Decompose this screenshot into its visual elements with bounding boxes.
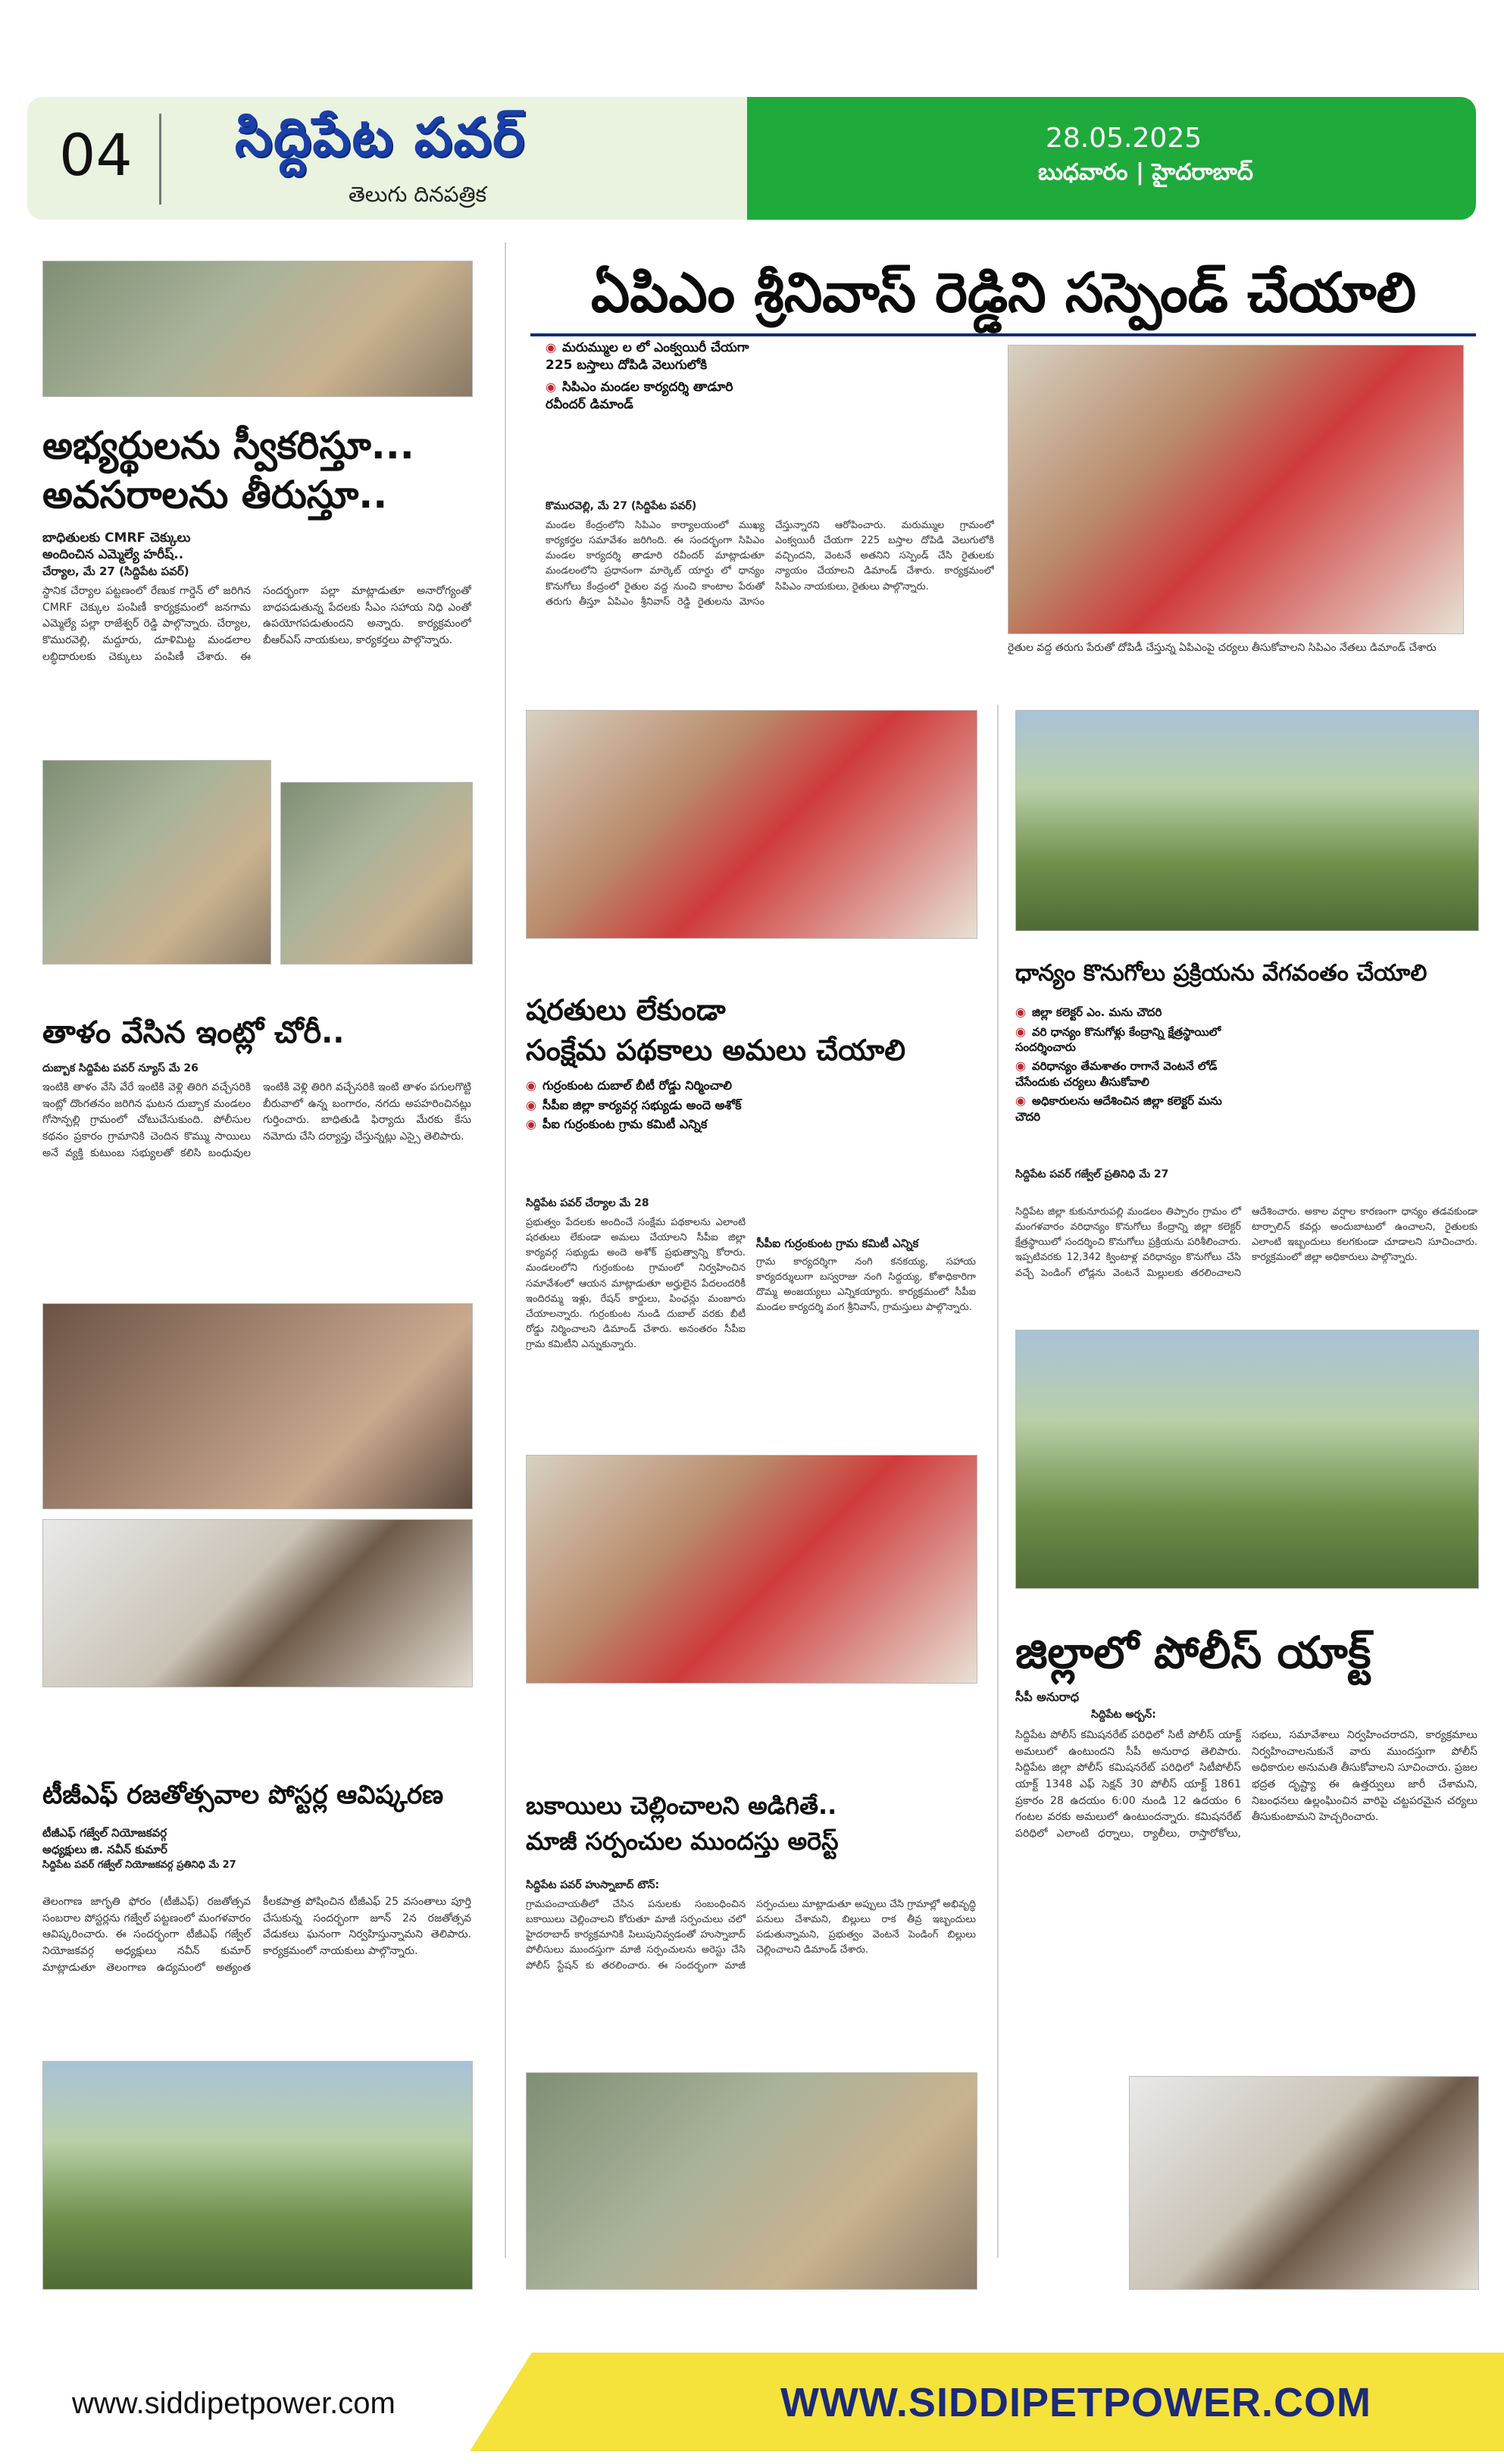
apm-bullet: ◉ సిపిఎం మండల కార్యదర్శి తాడూరి రవీందర్ డిమాండ్ [546,379,765,414]
collector-field-visit-photo [1015,710,1479,931]
theft-police-photo [42,1519,473,1687]
grain-bullets [1015,1004,1235,1124]
tgf-poster-launch-photo [42,2061,473,2290]
column-divider [997,705,999,2258]
footer-website-left[interactable]: www.siddipetpower.com [72,2387,396,2420]
masthead-right-band [747,97,1476,220]
apm-dateline: కొమురవెల్లి, మే 27 (సిద్దిపేట పవర్) [546,500,697,512]
apm-bullets [546,339,765,414]
police-act-dateline: సిద్దిపేట అర్బన్: [1091,1709,1156,1721]
grain-bullet: ◉ అధికారులను ఆదేశించిన జిల్లా కలెక్టర్ మను చౌదరి [1015,1093,1235,1124]
apm-body: మండల కేంద్రంలోని సిపిఎం కార్యాలయంలో ముఖ్య కార్యకర్తల సమావేశం జరిగింది. ఈ సందర్భంగా సిపిఎం మండల కార్యదర్శి తాడూరి రవీందర్ మాట్లాడుతూ మండలంలోని ప్రధానంగా మార్కెట్ యార్డు లో ధాన్యం కొనుగోలు కేంద్రంలో రైతుల వద్ద నుంచి కాంటాల పేరుతో తరుగు తీస్తూ ఏపిఎం శ్రీనివాస్ రెడ్డి రైతులను మోసం చేస్తున్నారని ఆరోపించారు. మరుమ్ముల గ్రామంలో ఎంక్వయిరీ చేయగా 225 బస్తాల దోపిడి వెలుగులోకి వచ్చిందని, వెంటనే అతనిని సస్పెండ్ చేసి రైతులకు న్యాయం చేయాలని డిమాండ్ చేశారు. కార్యక్రమంలో సిపిఎం నాయకులు, రైతులు పాల్గొన్నారు. [546,520,994,608]
cmrf-subhead-2: అందించిన ఎమ్మెల్యే హరీష్.. [42,547,184,562]
welfare-bullet: ◉ గుర్రంకుంట దుబాల్ బీటీ రోడ్డు నిర్మించాలి [526,1077,746,1094]
grain-bullet: ◉ వరి ధాన్యం కొనుగోళ్లు కేంద్రాన్ని క్షేత్రస్థాయిలో సందర్శించారు [1015,1024,1235,1055]
tgf-body: తెలంగాణ జాగృతి ఫోరం (టీజీఎఫ్) రజతోత్సవ సంబరాల పోస్టర్లను గజ్వేల్ పట్టణంలో మంగళవారం ఆవిష్కరించారు. ఈ సందర్భంగా టీజీఎఫ్ గజ్వేల్ నియోజకవర్గ అధ్యక్షులు నవీన్ కుమార్ మాట్లాడుతూ తెలంగాణ ఉద్యమంలో అత్యంత కీలకపాత్ర పోషించిన టీజీఎఫ్ 25 వసంతాలు పూర్తి చేసుకున్న సందర్భంగా జూన్ 2న రజతోత్సవ వేడుకలు ఘనంగా నిర్వహిస్తున్నామని తెలిపారు. కార్యక్రమంలో నాయకులు పాల్గొన్నారు. [42,1896,471,1974]
apm-headline-rule [530,333,1476,336]
apm-photo-caption: రైతుల వద్ద తరుగు పేరుతో దోపిడీ చేస్తున్న ఏపిఎంపై చర్యలు తీసుకోవాలని సిపిఎం నేతలు డిమాండ్ చేశారు [1008,642,1437,654]
welfare-inline-subhead: సీపీఐ గుర్రంకుంట గ్రామ కమిటీ ఎన్నిక [756,1237,919,1250]
cpi-leaders-photo [526,710,977,939]
welfare-bullet: ◉ పీఐ గుర్రంకుంట గ్రామ కమిటీ ఎన్నిక [526,1116,746,1133]
welfare-body: ప్రభుత్వం పేదలకు అందించే సంక్షేమ పథకాలను ఎలాంటి షరతులు లేకుండా అమలు చేయాలని సీపీఐ జిల్లా కార్యవర్గ సభ్యుడు అందె అశోక్ ప్రభుత్వాన్ని కోరారు. మండలంలోని గుర్రంకుంట గ్రామంలో నిర్వహించిన సమావేశంలో ఆయన మాట్లాడుతూ అర్హులైన పేదలందరికీ ఇందిరమ్మ ఇళ్లు, రేషన్ కార్డులు, పింఛన్లు మంజూరు చేయాలన్నారు. గుర్రంకుంట నుండి దుబాల్ వరకు బీటీ రోడ్డు నిర్మించాలని డిమాండ్ చేశారు. అనంతరం సీపీఐ గ్రామ కమిటీని ఎన్నుకున్నారు. [526,1217,746,1351]
cmrf-event-photo [42,261,473,397]
cmrf-cheque-photo-1 [42,760,271,965]
cmrf-headline-2: అవసరాలను తీరుస్తూ.. [42,473,388,517]
newspaper-title: సిద్దిపేట పవర్ [235,106,526,168]
cp-anuradha-photo [1129,2076,1479,2290]
apm-headline: ఏపిఎం శ్రీనివాస్ రెడ్డిని సస్పెండ్ చేయాలి [591,261,1417,324]
cmrf-subhead-1: బాధితులకు CMRF చెక్కులు [42,530,191,546]
welfare-body-top-right [756,1076,976,1227]
grain-bullet: ◉ వరిధాన్యం తేమశాతం రాగానే వెంటనే లోడ్ చేసేందుకు చర్యలు తీసుకోవాలి [1015,1058,1235,1090]
issue-date: 28.05.2025 [1046,123,1202,154]
welfare-dateline: సిద్దిపేట పవర్ చేర్యాల మే 28 [526,1197,649,1209]
arrest-dateline: సిద్దిపేట పవర్ హుస్నాబాద్ టౌన్: [526,1879,660,1891]
tgf-headline: టీజీఎఫ్ రజతోత్సవాల పోస్టర్ల ఆవిష్కరణ [42,1780,444,1810]
grain-body: సిద్దిపేట జిల్లా కుకునూరుపల్లి మండలం తిప్పారం గ్రామం లో మంగళవారం వరిధాన్యం కొనుగోలు కేంద్రాన్ని జిల్లా కలెక్టర్ క్షేత్రస్థాయిలో సందర్శించి కొనుగోలు ప్రక్రియను పరిశీలించారు. ఇప్పటివరకు 12,342 క్వింటాళ్ల వరిధాన్యం కొనుగోలు చేసి వచ్చే పెండింగ్ లోడ్లను వెంటనే మిల్లులకు తరలించాలని ఆదేశించారు. అకాల వర్షాల కారణంగా ధాన్యం తడవకుండా టార్పాలిన్ కవర్లు అందుబాటులో ఉంచాలని, రైతులకు ఎలాంటి ఇబ్బందులు కలగకుండా చూడాలని సూచించారు. కార్యక్రమంలో జిల్లా అధికారులు పాల్గొన్నారు. [1015,1206,1477,1279]
arrest-police-station-photo [526,2072,977,2290]
tgf-dateline: సిద్దిపేట పవర్ గజ్వేల్ నియోజకవర్గ ప్రతినిధి మే 27 [42,1859,236,1871]
newspaper-subtitle: తెలుగు దినపత్రిక [349,182,487,207]
tgf-subhead-1: టీజీఎఫ్ గజ్వేల్ నియోజకవర్గ [42,1826,167,1840]
cmrf-headline-1: అభ్యర్థులను స్వీకరిస్తూ... [42,424,414,467]
theft-body: ఇంటికి తాళం వేసి వేరే ఇంటికి వెళ్లి తిరిగి వచ్చేసరికి ఇంట్లో దొంగతనం జరిగిన ఘటన దుబ్బాక మండలం గోసాన్పల్లి గ్రామంలో చోటుచేసుకుంది. పోలీసుల కథనం ప్రకారం గ్రామానికి చెందిన కొమ్ము సాయిలు అనే వ్యక్తి కుటుంబ సభ్యులతో కలిసి బంధువుల ఇంటికి వెళ్లి తిరిగి వచ్చేసరికి ఇంటి తాళం పగులగొట్టి బీరువాలో ఉన్న బంగారం, నగదు అపహరించినట్లు గుర్తించారు. బాధితుడి ఫిర్యాదు మేరకు కేసు నమోదు చేసి దర్యాప్తు చేస్తున్నట్లు ఎస్సై తెలిపారు. [42,1081,471,1159]
welfare-bullet: ◉ సీపీఐ జిల్లా కార్యవర్గ సభ్యుడు అందె అశోక్ [526,1097,746,1114]
welfare-headline-1: షరతులు లేకుండా [526,993,726,1027]
column-divider [505,242,506,2258]
apm-cpim-meeting-photo [1008,345,1464,634]
grain-headline: ధాన్యం కొనుగోలు ప్రక్రియను వేగవంతం చేయాలి [1015,960,1427,987]
cmrf-cheque-photo-2 [280,782,473,965]
police-act-byline: సీపీ అనురాధ [1015,1690,1080,1704]
welfare-body-2: గ్రామ కార్యదర్శిగా నంగి కనకయ్య, సహాయ కార్యదర్శులుగా బస్వరాజు నంగి సిద్దయ్య, కోశాధికారిగా దొమ్మ అంజయ్యలు ఎన్నికయ్యారు. కార్యక్రమంలో సీపీఐ మండల కార్యదర్శి వంగ శ్రీనివాస్, గ్రామస్తులు పాల్గొన్నారు. [756,1256,976,1314]
welfare-headline-2: సంక్షేమ పథకాలు అమలు చేయాలి [526,1033,906,1067]
cpi-meeting-photo [526,1455,977,1684]
tgf-subhead-2: అధ్యక్షులు జి. నవీన్ కుమార్ [42,1843,167,1856]
cmrf-body: స్థానిక చేర్యాల పట్టణంలో రేణుక గార్డెన్ లో జరిగిన CMRF చెక్కుల పంపిణీ కార్యక్రమంలో జనగామ ఎమ్మెల్యే పల్లా రాజేశ్వర్ రెడ్డి పాల్గొన్నారు. చేర్యాల, కొమురవెల్లి, మద్దూరు, దూళిమిట్ట మండలాల లబ్ధిదారులకు చెక్కులు పంపిణీ చేశారు. ఈ సందర్భంగా పల్లా మాట్లాడుతూ అనారోగ్యంతో బాధపడుతున్న పేదలకు సీఎం సహాయ నిధి ఎంతో ఉపయోగపడుతుందని అన్నారు. కార్యక్రమంలో బీఆర్ఎస్ నాయకులు, కార్యకర్తలు పాల్గొన్నారు. [42,585,471,663]
arrest-headline-1: బకాయిలు చెల్లించాలని అడిగితే.. [526,1791,837,1820]
masthead-divider [159,114,161,205]
theft-headline: తాళం వేసిన ఇంట్లో చోరీ.. [42,1015,345,1050]
issue-day-city: బుధవారం | హైదరాబాద్ [1038,159,1253,186]
police-act-body: సిద్దిపేట పోలీస్ కమిషనరేట్ పరిధిలో సిటీ పోలీస్ యాక్ట్ అమలులో ఉంటుందని సీపీ అనురాధ తెలిపారు. సిద్దిపేట జిల్లా పోలీస్ కమిషనరేట్ పరిధిలో సిటీపోలీస్ యాక్ట్ 1348 ఎఫ్ సెక్షన్ 30 పోలీస్ యాక్ట్ 1861 ప్రకారం 28 ఉదయం 6:00 నుండి 12 ఉదయం 6 గంటల వరకు అమలులో ఉంటుందన్నారు. కమిషనరేట్ పరిధిలో ఎలాంటి ధర్నాలు, ర్యాలీలు, రాస్తారోకోలు, సభలు, సమావేశాలు నిర్వహించరాదని, కార్యక్రమాలు నిర్వహించాలనుకునే వారు ముందస్తుగా పోలీస్ అధికారుల అనుమతి తీసుకోవాలని సూచించారు. ప్రజల భద్రత దృష్ట్యా ఈ ఉత్తర్వులు జారీ చేశామని, నిబంధనలు ఉల్లంఘించిన వారిపై చట్టపరమైన చర్యలు తీసుకుంటామని హెచ్చరించారు. [1015,1729,1477,1840]
welfare-bullets [526,1077,746,1133]
grain-truck-photo [1015,1330,1479,1589]
arrest-headline-2: మాజీ సర్పంచుల ముందస్తు అరెస్ట్ [526,1827,839,1856]
arrest-body: గ్రామపంచాయతీలో చేసిన పనులకు సంబంధించిన బకాయిలు చెల్లించాలని కోరుతూ మాజీ సర్పంచులు చలో హైదరాబాద్ కార్యక్రమానికి పిలుపునివ్వడంతో హుస్నాబాద్ పోలీసులు ముందస్తుగా మాజీ సర్పంచులను అరెస్టు చేసి పోలీస్ స్టేషన్ కు తరలించారు. ఈ సందర్భంగా మాజీ సర్పంచులు మాట్లాడుతూ అప్పులు చేసి గ్రామాల్లో అభివృద్ధి పనులు చేశామని, బిల్లులు రాక తీవ్ర ఇబ్బందులు పడుతున్నామని, ప్రభుత్వం వెంటనే పెండింగ్ బిల్లులు చెల్లించాలని డిమాండ్ చేశారు. [526,1899,976,1972]
theft-investigation-photo [42,1303,473,1509]
apm-body-continued [773,339,994,518]
grain-dateline: సిద్దిపేట పవర్ గజ్వేల్ ప్రతినిధి మే 27 [1015,1168,1169,1180]
page-number: 04 [59,121,133,189]
footer-website-right[interactable]: WWW.SIDDIPETPOWER.COM [780,2380,1371,2425]
apm-bullet: ◉ మరుమ్ముల ల లో ఎంక్వయిరీ చేయగా 225 బస్తాలు దోపిడి వెలుగులోకి [546,339,765,374]
police-act-headline: జిల్లాలో పోలీస్ యాక్ట్ [1015,1627,1371,1678]
grain-bullet: ◉ జిల్లా కలెక్టర్ ఎం. మను చౌదరి [1015,1004,1235,1021]
theft-dateline: దుబ్బాక సిద్దిపేట పవర్ న్యూస్ మే 26 [42,1062,199,1074]
cmrf-dateline: చేర్యాల, మే 27 (సిద్దిపేట పవర్) [42,564,189,578]
